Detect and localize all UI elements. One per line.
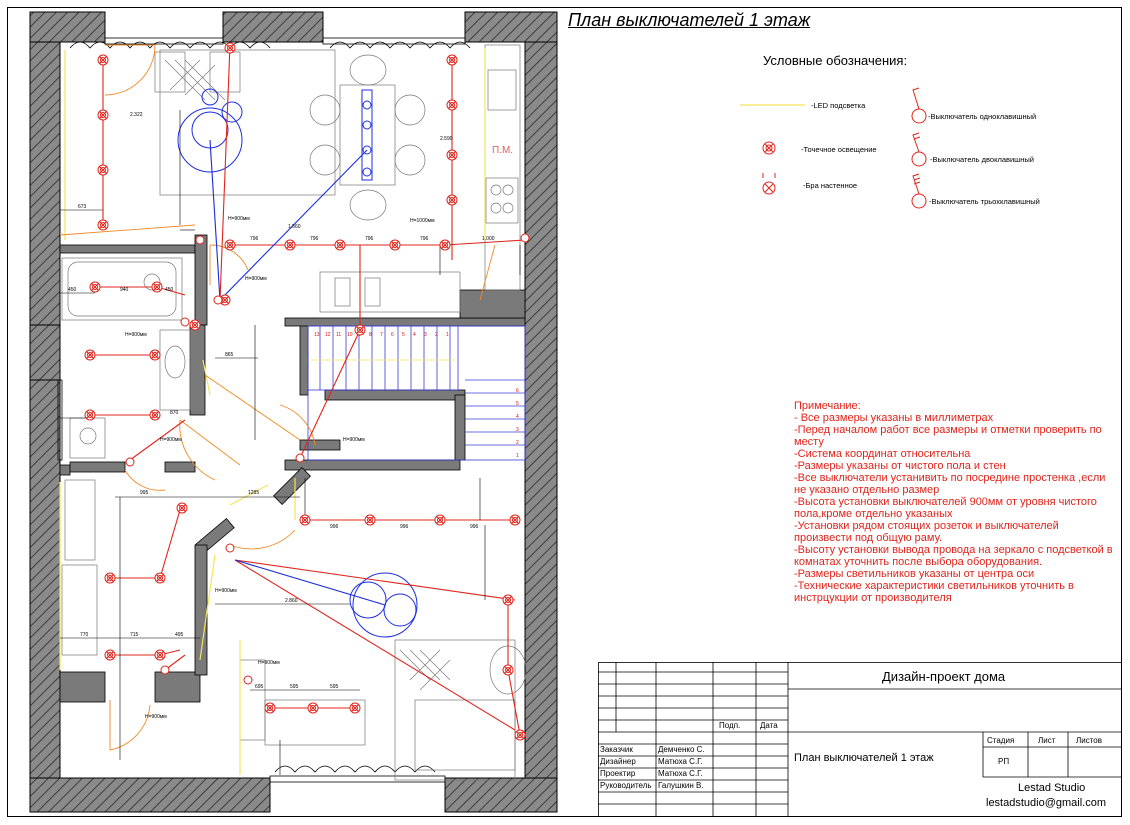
col-date: Дата	[760, 721, 778, 730]
spotlight-symbol	[98, 220, 108, 230]
col-sheets: Листов	[1076, 736, 1102, 745]
dimension-numbers	[68, 112, 495, 720]
stair-step-number: 2	[435, 332, 438, 338]
spotlight-symbol	[98, 165, 108, 175]
studio-name: Lestad Studio	[1018, 782, 1086, 794]
spotlight-symbol	[285, 240, 295, 250]
dim-top-2: 796	[310, 236, 319, 242]
dim-mid-1: 995	[140, 490, 149, 496]
note-line: -Размеры светильников указаны от центра оси	[794, 568, 1035, 580]
studio-email: lestadstudio@gmail.com	[986, 797, 1106, 809]
spotlight-symbol	[177, 503, 187, 513]
dim-bath-1: 450	[68, 287, 77, 293]
dim-bottom-3: 495	[175, 632, 184, 638]
height-6: Н=900мм	[343, 437, 365, 443]
stage-value: РП	[998, 757, 1010, 766]
spotlight-symbol	[152, 282, 162, 292]
spotlight-symbol	[105, 573, 115, 583]
stair-step-number: 4	[516, 414, 519, 420]
stair-step-number: 3	[516, 427, 519, 433]
project-name: Дизайн-проект дома	[882, 669, 1006, 684]
name-2: Матюха С.Г.	[658, 757, 703, 766]
stair-step-number: 8	[369, 332, 372, 338]
height-2: Н=1000мм	[410, 218, 435, 224]
stair-step-number: 12	[325, 332, 331, 338]
spotlight-symbol	[447, 100, 457, 110]
spotlight-symbol	[265, 703, 275, 713]
dim-top-1: 796	[250, 236, 259, 242]
stair-step-number: 1	[516, 453, 519, 459]
spotlight-symbol	[150, 350, 160, 360]
name-4: Галушкин В.	[658, 781, 704, 790]
height-1: Н=900мм	[228, 216, 250, 222]
dim-misc-7: 1.560	[288, 224, 301, 230]
dim-top-5: 1.000	[482, 236, 495, 242]
dim-bath-2: 940	[120, 287, 129, 293]
spotlight-symbol	[355, 325, 365, 335]
note-line: - Все размеры указаны в миллиметрах	[794, 412, 994, 424]
spotlight-symbol	[440, 240, 450, 250]
dim-low-3: 996	[470, 524, 479, 530]
spotlight-symbol	[300, 515, 310, 525]
note-line: -Все выключатели устанивить по посредине простенка ,если не указано отдельно размер	[794, 472, 1106, 496]
dim-misc-5: 865	[225, 352, 234, 358]
dim-low-2: 996	[400, 524, 409, 530]
note-line: -Высота установки выключателей 900мм от уровня чистого пола,кроме отдельно указаных	[794, 496, 1097, 520]
note-line: -Технические характеристики светильников уточнить в инстрцукции от производителя	[794, 580, 1074, 604]
dim-kids-3: 595	[330, 684, 339, 690]
spotlight-symbol	[308, 703, 318, 713]
spotlight-symbol	[225, 43, 235, 53]
stair-step-number: 5	[402, 332, 405, 338]
legend-switch2-label: -Выключатель двоклавишный	[930, 155, 1034, 164]
dim-misc-2: 2.860	[285, 598, 298, 604]
dim-misc-4: 2.590	[440, 136, 453, 142]
stair-step-number: 2	[516, 440, 519, 446]
legend-switch1-label: -Выключатель одноклавишный	[928, 112, 1037, 121]
col-sign: Подп.	[719, 721, 741, 730]
note-line: -Установки рядом стоящих розеток и выключателей произвести под общую раму.	[794, 520, 1059, 544]
height-4: Н=900мм	[125, 332, 147, 338]
col-stage: Стадия	[987, 736, 1015, 745]
spotlight-symbol	[155, 650, 165, 660]
dim-low-1: 996	[330, 524, 339, 530]
spotlight-symbol	[105, 650, 115, 660]
spotlight-symbol	[335, 240, 345, 250]
spotlight-symbol	[447, 150, 457, 160]
windows	[58, 38, 465, 782]
role-2: Дизайнер	[600, 757, 636, 766]
room-label-pm: П.М.	[492, 145, 514, 156]
spotlight-symbol	[98, 55, 108, 65]
stair-step-number: 11	[336, 332, 342, 338]
spotlight-symbol	[350, 703, 360, 713]
outer-walls	[30, 12, 557, 812]
role-4: Руководитель	[600, 781, 652, 790]
height-9: Н=900мм	[258, 660, 280, 666]
spotlight-symbol	[447, 195, 457, 205]
note-line: -Перед началом работ все размеры и отметки проверить по месту	[794, 424, 1102, 448]
dim-kids-1: 695	[255, 684, 264, 690]
dim-mid-2: 1285	[248, 490, 260, 496]
legend-switch3-label: -Выключатель трьохклавишный	[929, 197, 1040, 206]
legend-spot-label: -Точечное освещение	[801, 145, 877, 154]
height-8: Н=900мм	[145, 714, 167, 720]
spotlight-symbol	[510, 515, 520, 525]
role-3: Проектир	[600, 769, 636, 778]
stair-step-number: 6	[516, 388, 519, 394]
spotlight-symbol	[435, 515, 445, 525]
spotlight-symbol	[90, 282, 100, 292]
stair-step-number: 3	[424, 332, 427, 338]
stair-step-number: 5	[516, 401, 519, 407]
dimension-lines	[60, 110, 520, 775]
dim-kids-2: 595	[290, 684, 299, 690]
legend-led-label: -LED подсветка	[811, 101, 866, 110]
note-line: -Система координат относительна	[794, 448, 971, 460]
height-7: Н=900мм	[215, 588, 237, 594]
role-1: Заказчик	[600, 745, 633, 754]
spotlight-symbol	[390, 240, 400, 250]
name-3: Матюха С.Г.	[658, 769, 703, 778]
stair-step-number: 6	[391, 332, 394, 338]
spotlight-symbol	[225, 240, 235, 250]
spotlight-symbol	[447, 55, 457, 65]
stair-step-number: 4	[413, 332, 416, 338]
dim-top-4: 796	[420, 236, 429, 242]
drawing-title: План выключателей 1 этаж	[568, 10, 811, 30]
spotlight-symbol	[190, 320, 200, 330]
note-line: -Размеры указаны от чистого пола и стен	[794, 460, 1006, 472]
dim-bottom-2: 715	[130, 632, 139, 638]
spotlight-symbol	[98, 110, 108, 120]
notes-heading: Примечание:	[794, 400, 861, 412]
notes-block	[794, 400, 1119, 604]
dim-bath-3: 450	[165, 287, 174, 293]
spotlight-symbol	[85, 410, 95, 420]
spotlight-symbol	[155, 573, 165, 583]
height-5: Н=900мм	[160, 437, 182, 443]
spotlight-symbol	[515, 730, 525, 740]
title-block	[598, 662, 1122, 817]
stair-step-number: 13	[314, 332, 320, 338]
legend-sconce-label: -Бра настенное	[803, 181, 858, 190]
dim-misc-3: 673	[78, 204, 87, 210]
name-1: Демченко С.	[658, 745, 705, 754]
note-line: -Высоту установки вывода провода на зеркало с подсветкой в комнатах уточнить после выбора оборудования.	[794, 544, 1113, 568]
spotlight-symbol	[365, 515, 375, 525]
spotlight-symbol	[503, 595, 513, 605]
stair-step-number: 7	[380, 332, 383, 338]
legend-heading: Условные обозначения:	[763, 53, 908, 68]
dim-top-3: 796	[365, 236, 374, 242]
dim-misc-6: 870	[170, 410, 179, 416]
stair-step-number: 10	[347, 332, 353, 338]
col-sheet: Лист	[1038, 736, 1056, 745]
pendant-lights	[178, 89, 417, 637]
sheet-title: План выключателей 1 этаж	[794, 752, 934, 764]
spotlight-symbol	[150, 410, 160, 420]
height-3: Н=900мм	[245, 276, 267, 282]
dim-misc-1: 2.322	[130, 112, 143, 118]
stair-step-number: 1	[446, 332, 449, 338]
spotlight-symbol	[503, 665, 513, 675]
dim-bottom-1: 770	[80, 632, 89, 638]
spotlight-symbol	[85, 350, 95, 360]
